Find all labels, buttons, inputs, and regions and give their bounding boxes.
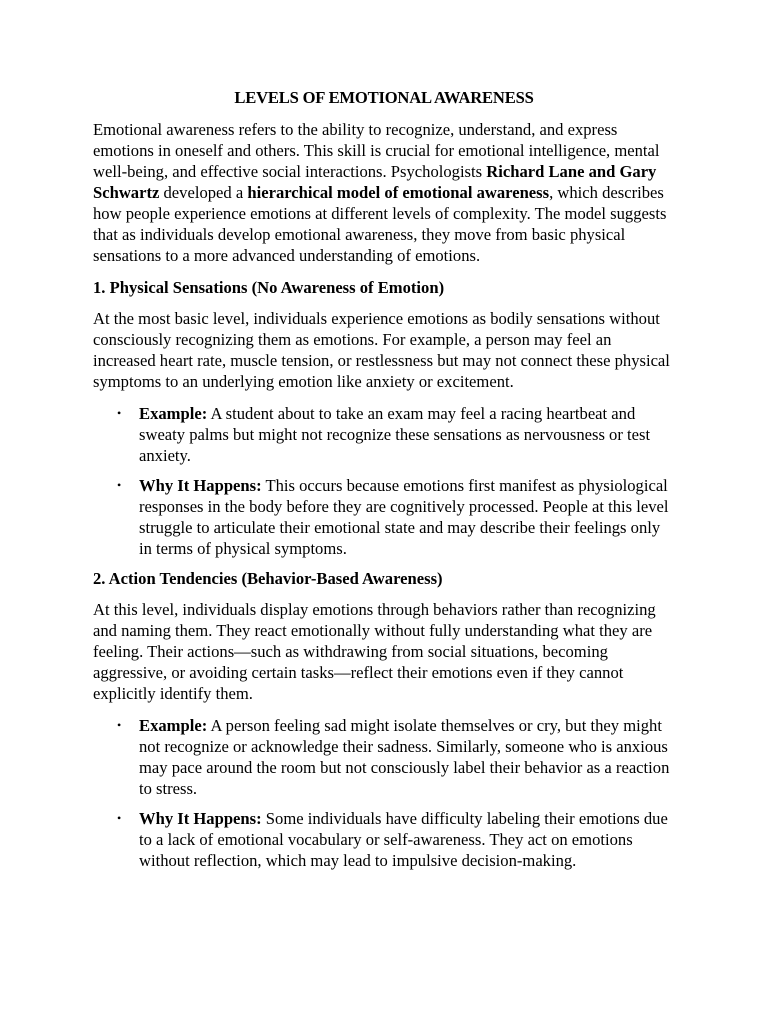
intro-bold-model: hierarchical model of emotional awareness xyxy=(247,183,550,202)
section-1-body: At the most basic level, individuals experience emotions as bodily sensations without consciously recognizing them as emotions. For example, a person may feel an increased heart rate, muscle tension, or restlessness but may not connect these physical symptoms to an underlying emotion like anxiety or excitement. xyxy=(93,309,670,391)
bullet-text: This occurs because emotions first manifest as physiological responses in the body before they are cognitively processed. People at this level struggle to articulate their emotional state and may describe their feelings only in terms of physical symptoms. xyxy=(139,476,669,558)
bullet-label: Why It Happens: xyxy=(139,476,262,495)
bullet-text: A person feeling sad might isolate themselves or cry, but they might not recognize or acknowledge their sadness. Similarly, someone who is anxious may pace around the room but not consciously label their behavior as a reaction to stress. xyxy=(139,716,670,798)
section-2-list xyxy=(93,715,675,871)
bullet-icon: • xyxy=(117,811,122,825)
intro-bold-authors: Richard Lane and Gary Schwartz xyxy=(93,162,657,202)
bullet-label: Example: xyxy=(139,404,208,423)
bullet-icon: • xyxy=(117,406,122,420)
bullet-icon: • xyxy=(117,478,122,492)
intro-text-3: , which describes how people experience emotions at different levels of complexity. The model suggests that as individuals develop emotional awareness, they move from basic physical sensations to a more advanced understanding of emotions. xyxy=(93,183,667,265)
document-title: LEVELS OF EMOTIONAL AWARENESS xyxy=(234,88,534,107)
section-1-list xyxy=(93,403,675,559)
section-1-heading: 1. Physical Sensations (No Awareness of Emotion) xyxy=(93,278,445,297)
list-item xyxy=(117,715,675,799)
bullet-text: Some individuals have difficulty labeling their emotions due to a lack of emotional vocabulary or self-awareness. They act on emotions without reflection, which may lead to impulsive decision-making. xyxy=(139,809,668,870)
bullet-text: A student about to take an exam may feel a racing heartbeat and sweaty palms but might not recognize these sensations as nervousness or test anxiety. xyxy=(139,404,651,465)
section-2-body: At this level, individuals display emotions through behaviors rather than recognizing and naming them. They react emotionally without fully understanding what they are feeling. Their actions—such as withdrawing from social situations, becoming aggressive, or avoiding certain tasks—reflect their emotions even if they cannot explicitly identify them. xyxy=(93,600,656,703)
bullet-label: Why It Happens: xyxy=(139,809,262,828)
bullet-icon: • xyxy=(117,718,122,732)
section-2-heading: 2. Action Tendencies (Behavior-Based Awareness) xyxy=(93,569,443,588)
list-item xyxy=(117,475,675,559)
intro-text-2: developed a xyxy=(159,183,248,202)
list-item xyxy=(117,808,675,871)
document-page xyxy=(93,88,675,880)
intro-text-1: Emotional awareness refers to the ability to recognize, understand, and express emotions in oneself and others. This skill is crucial for emotional intelligence, mental well-being, and effective social interactions. Psychologists xyxy=(93,120,660,181)
bullet-label: Example: xyxy=(139,716,208,735)
intro-paragraph xyxy=(93,119,675,266)
list-item xyxy=(117,403,675,466)
